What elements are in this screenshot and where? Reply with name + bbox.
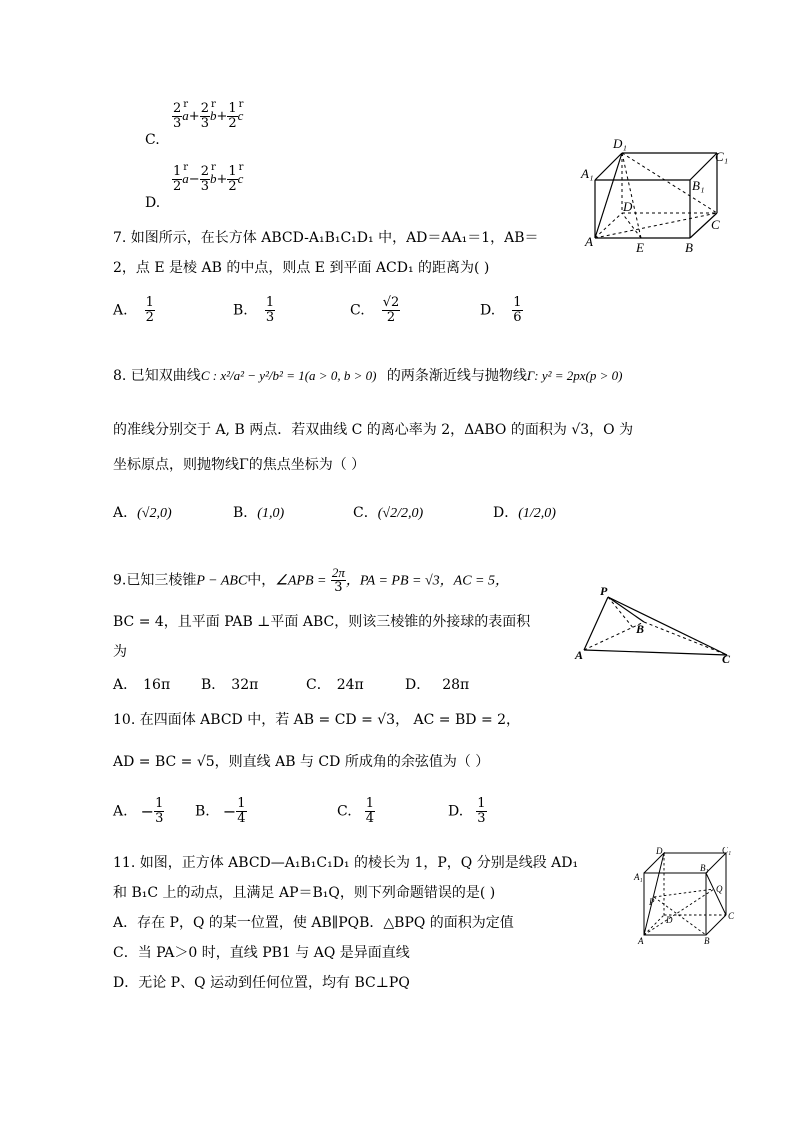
q7-cuboid-figure: [575, 135, 740, 260]
q11-option-c[interactable]: C．当 PA＞0 时，直线 PB1 与 AQ 是异面直线: [113, 945, 410, 961]
q11-option-a[interactable]: A．存在 P，Q 的某一位置，使 AB∥PQB．△BPQ 的面积为定值: [113, 915, 514, 931]
label-p: P: [649, 897, 655, 907]
q7-stem-line1: 7. 如图所示，在长方体 ABCD-A₁B₁C₁D₁ 中，AD＝AA₁＝1，AB＝: [113, 230, 539, 246]
label-a: A: [575, 648, 584, 662]
q8-stem-line3: 坐标原点，则抛物线Γ的焦点坐标为（ ）: [113, 457, 366, 473]
q9-option-a[interactable]: A． 16π: [113, 677, 171, 693]
label-d1: D₁: [656, 847, 666, 856]
label-c: C: [722, 652, 731, 665]
label-b1: B₁: [692, 178, 705, 193]
option-label: D.: [145, 195, 161, 211]
label-b: B: [636, 622, 645, 636]
q10-options: [113, 797, 573, 837]
q11-stem-line1: 11. 如图，正方体 ABCD—A₁B₁C₁D₁ 的棱长为 1，P，Q 分别是线段 AD₁: [113, 855, 579, 871]
q10-stem-line2: AD = BC = √5，则直线 AB 与 CD 所成角的余弦值为（ ）: [113, 754, 490, 770]
q8-stem-line1: 8. 已知双曲线C : x²/a² − y²/b² = 1(a > 0, b > 0) 的两条渐近线与抛物线Γ: y² = 2px(p > 0): [113, 368, 623, 384]
q10-option-b[interactable]: B. − $\frac{1}{4}$: [195, 796, 246, 826]
parabola-equation: Γ: y² = 2px(p > 0): [526, 368, 623, 383]
option-expression: $\frac{2}{3}$ r a+ $\frac{2}{3}$ r b+ $\frac{1}{2}$ r c: [173, 99, 244, 131]
q11-stem-line2: 和 B₁C 上的动点，且满足 AP＝B₁Q，则下列命题错误的是( ): [113, 885, 496, 901]
label-p: P: [600, 585, 608, 598]
q9-pyramid-figure: [572, 585, 742, 665]
q11-option-d[interactable]: D．无论 P、Q 运动到任何位置，均有 BC⊥PQ: [113, 975, 410, 991]
q10-option-a[interactable]: A. − $\frac{1}{3}$: [113, 796, 164, 826]
label-c: C: [711, 217, 720, 232]
q7-option-c[interactable]: C. $\frac{√2}{2}$: [350, 295, 400, 325]
option-expression: $\frac{1}{2}$ r a− $\frac{2}{3}$ r b+ $\frac{1}{2}$ r c: [173, 162, 244, 194]
option-label: C.: [145, 132, 160, 148]
q7-stem-line2: 2，点 E 是棱 AB 的中点，则点 E 到平面 ACD₁ 的距离为( ): [113, 260, 490, 276]
label-a: A: [585, 234, 593, 249]
q8-stem-line2: 的准线分别交于 A, B 两点．若双曲线 C 的离心率为 2，ΔABO 的面积为 √3，O 为: [113, 422, 634, 438]
label-e: E: [636, 240, 644, 255]
label-a: A: [638, 936, 644, 946]
label-q: Q: [716, 884, 723, 894]
label-c1: C₁: [722, 847, 732, 855]
label-b1: B₁: [700, 863, 709, 873]
q8-options: [113, 503, 573, 527]
q7-option-b[interactable]: B. $\frac{1}{3}$: [233, 295, 275, 325]
label-b: B: [685, 240, 693, 255]
q7-option-d[interactable]: D. $\frac{1}{6}$: [480, 295, 522, 325]
label-d: D: [623, 199, 633, 214]
q10-option-c[interactable]: C. $\frac{1}{4}$: [337, 796, 375, 826]
q8-option-a[interactable]: A．(√2,0): [113, 505, 172, 521]
q11-cube-figure: [632, 847, 744, 947]
label-a1: A₁: [634, 872, 643, 882]
q8-option-c[interactable]: C．(√2/2,0): [353, 505, 424, 521]
q10-option-d[interactable]: D. $\frac{1}{3}$: [448, 796, 486, 826]
q9-stem-line3: 为: [113, 644, 127, 660]
label-b: B: [704, 936, 710, 946]
q9-option-d[interactable]: D． 28π: [405, 677, 470, 693]
q9-option-b[interactable]: B． 32π: [201, 677, 259, 693]
label-c1: C₁: [715, 149, 729, 164]
q9-options: [113, 675, 573, 697]
hyperbola-equation: C : x²/a² − y²/b² = 1(a > 0, b > 0): [200, 368, 377, 383]
label-c: C: [728, 911, 735, 921]
q7-option-a[interactable]: A. $\frac{1}{2}$: [113, 295, 154, 325]
q8-option-d[interactable]: D．(1/2,0): [493, 505, 556, 521]
label-a1: A₁: [581, 166, 594, 181]
q9-stem-line2: BC = 4，且平面 PAB ⊥平面 ABC，则该三棱锥的外接球的表面积: [113, 614, 531, 630]
label-d: D: [666, 915, 673, 925]
q7-options: [113, 296, 573, 336]
q10-stem-line1: 10. 在四面体 ABCD 中，若 AB = CD = √3， AC = BD = 2，: [113, 712, 521, 728]
label-d1: D₁: [613, 136, 627, 151]
q8-option-b[interactable]: B．(1,0): [233, 505, 285, 521]
q9-option-c[interactable]: C． 24π: [306, 677, 364, 693]
q9-stem-line1: 9.已知三棱锥P − ABC中，∠APB = $\frac{2\pi}{3}$ ，PA = PB = √3，AC = 5，: [113, 565, 509, 595]
